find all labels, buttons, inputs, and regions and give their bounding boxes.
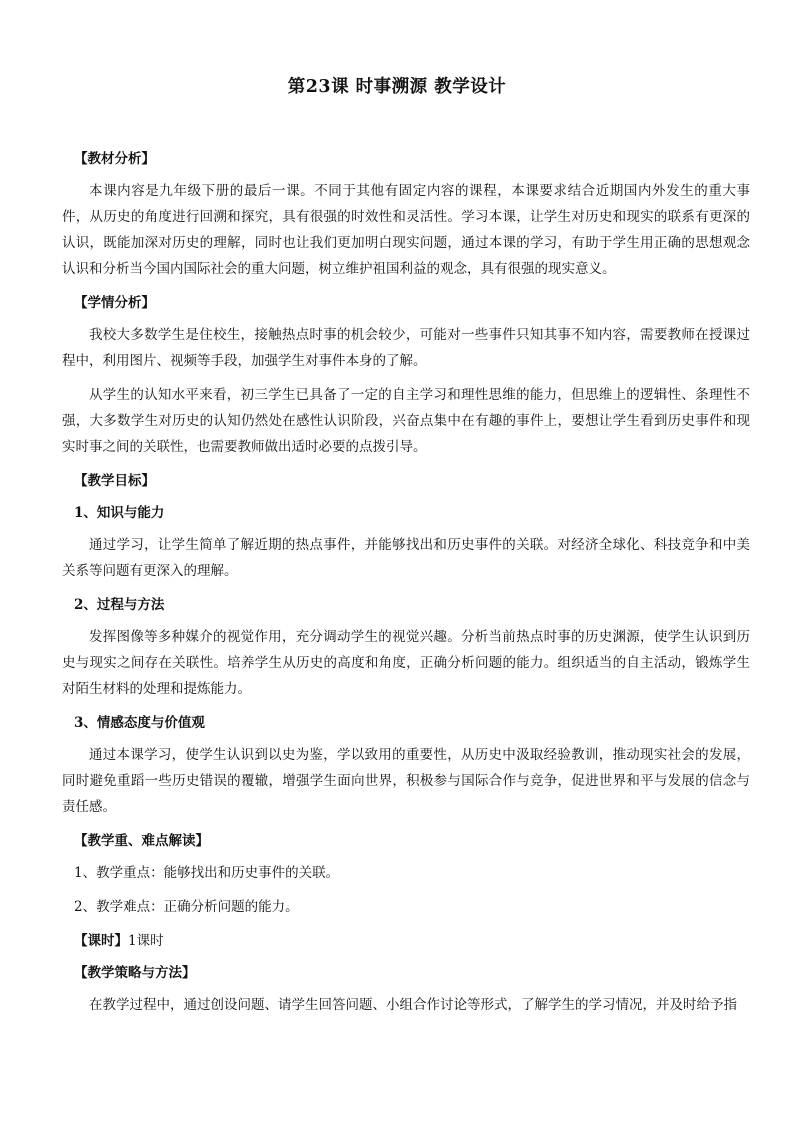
paragraph-student-analysis-2: 从学生的认知水平来看，初三学生已具备了一定的自主学习和理性思维的能力，但思维上的逻辑性、条理性不强，大多数学生对历史的认知仍然处在感性认识阶段，兴奋点集中在有趣的事件上，要想让学生看到历史事件和现实时事之间的关联性，也需要教师做出适时必要的点拨引导。 xyxy=(62,387,750,455)
subheading-emotion-values: 3、情感态度与价值观 xyxy=(74,715,205,731)
paragraph-process-method: 发挥图像等多种媒介的视觉作用，充分调动学生的视觉兴趣。分析当前热点时事的历史渊源，使学生认识到历史与现实之间存在关联性。培养学生从历史的高度和角度，正确分析问题的能力。组织适当的自主活动，锻炼学生对陌生材料的处理和提炼能力。 xyxy=(62,629,750,697)
paragraph-strategy: 在教学过程中，通过创设问题、请学生回答问题、小组合作讨论等形式，了解学生的学习情况，并及时给予指 xyxy=(89,997,737,1013)
class-hours-value: 1课时 xyxy=(128,933,164,949)
section-heading-key-points: 【教学重、难点解读】 xyxy=(74,833,209,849)
section-heading-student-analysis: 【学情分析】 xyxy=(74,295,155,311)
section-heading-textbook-analysis: 【教材分析】 xyxy=(74,151,155,167)
paragraph-textbook-analysis: 本课内容是九年级下册的最后一课。不同于其他有固定内容的课程，本课要求结合近期国内外发生的重大事件，从历史的角度进行回溯和探究，具有很强的时效性和灵活性。学习本课，让学生对历史和现实的联系有更深的认识，既能加深对历史的理解，同时也让我们更加明白现实问题，通过本课的学习，有助于学生用正确的思想观念认识和分析当今国内国际社会的重大问题，树立维护祖国利益的观念，具有很强的现实意义。 xyxy=(62,183,750,277)
paragraph-student-analysis-1: 我校大多数学生是住校生，接触热点时事的机会较少，可能对一些事件只知其事不知内容，需要教师在授课过程中，利用图片、视频等手段，加强学生对事件本身的了解。 xyxy=(62,327,750,369)
paragraph-emotion-values: 通过本课学习，使学生认识到以史为鉴，学以致用的重要性，从历史中汲取经验教训，推动现实社会的发展，同时避免重蹈一些历史错误的覆辙，增强学生面向世界，积极参与国际合作与竞争，促进世界和平与发展的信念与责任感。 xyxy=(62,747,750,815)
document-body xyxy=(62,146,750,1026)
subheading-knowledge-ability: 1、知识与能力 xyxy=(74,505,165,521)
class-hours-line xyxy=(74,928,750,954)
page-title: 第23课 时事溯源 教学设计 xyxy=(287,77,507,97)
class-hours-label: 【课时】 xyxy=(74,933,128,949)
section-heading-teaching-goals: 【教学目标】 xyxy=(74,473,155,489)
paragraph-knowledge-ability: 通过学习，让学生简单了解近期的热点事件，并能够找出和历史事件的关联。对经济全球化、科技竞争和中美关系等问题有更深入的理解。 xyxy=(62,537,750,579)
difficult-point-item: 2、教学难点：正确分析问题的能力。 xyxy=(74,899,299,915)
subheading-process-method: 2、过程与方法 xyxy=(74,597,165,613)
section-heading-strategy: 【教学策略与方法】 xyxy=(74,965,196,981)
key-point-item: 1、教学重点：能够找出和历史事件的关联。 xyxy=(74,865,340,881)
